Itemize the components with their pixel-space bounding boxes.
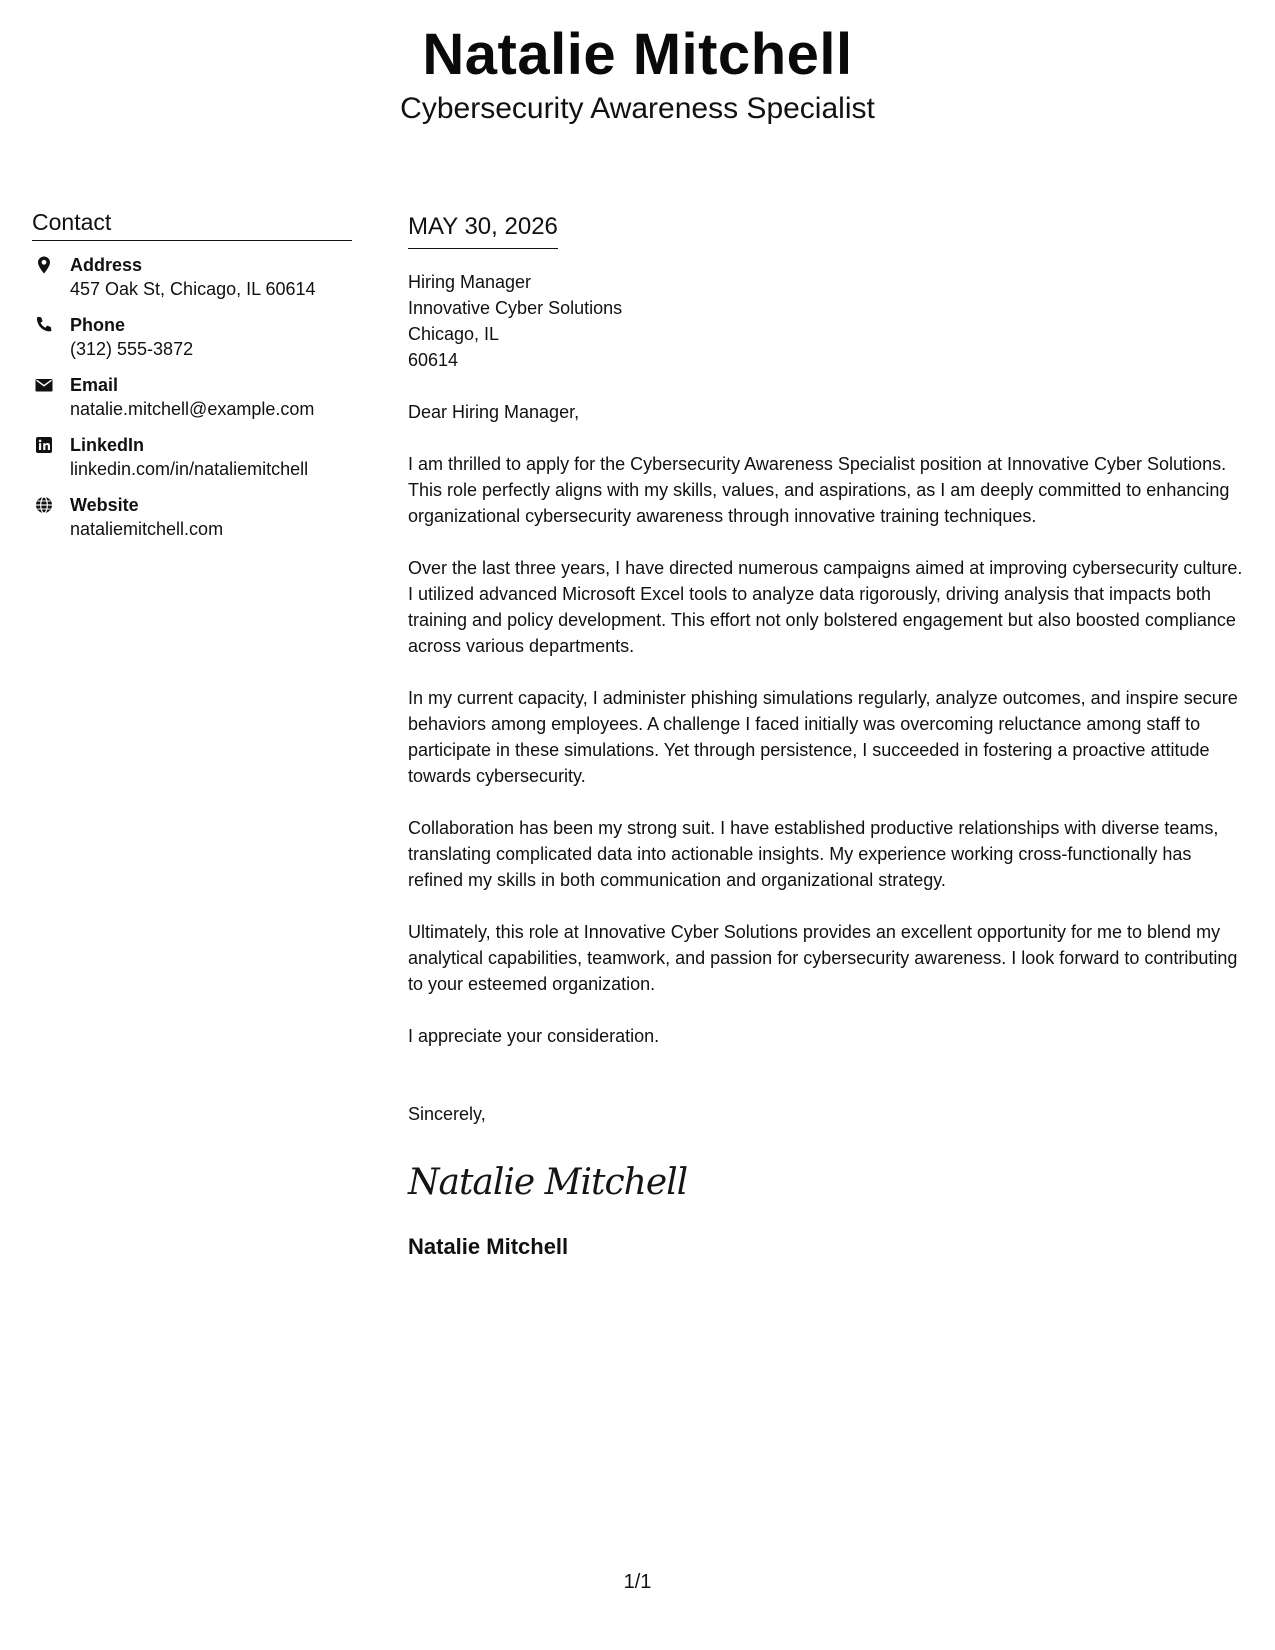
body-paragraph: I appreciate your consideration. [408,1026,660,1046]
envelope-icon [34,375,54,395]
closing: Sincerely, [408,1104,486,1124]
signed-name: Natalie Mitchell [408,1234,569,1259]
body-paragraph: Ultimately, this role at Innovative Cyber Solutions provides an excellent opportunity for me to blend my analytical capabilities, teamwork, and passion for cybersecurity awareness. I look forward to contributing to your esteemed organization. [408,922,1238,994]
contact-sidebar [32,208,352,553]
recipient-line: Innovative Cyber Solutions [408,298,623,318]
map-pin-icon [34,255,54,275]
contact-item-website [32,493,352,541]
contact-value: linkedin.com/in/nataliemitchell [70,459,309,479]
contact-label: LinkedIn [70,435,145,455]
contact-label: Website [70,495,139,515]
letter-body [408,212,1248,1261]
contact-label: Email [70,375,119,395]
body-paragraph: Collaboration has been my strong suit. I have established productive relationships with diverse teams, translating complicated data into actionable insights. My experience working cross-functionally has refined my skills in both communication and organizational strategy. [408,818,1219,890]
contact-label: Address [70,255,143,275]
phone-icon [34,315,54,335]
contact-heading: Contact [32,208,352,241]
linkedin-icon [34,435,54,455]
body-paragraph: In my current capacity, I administer phishing simulations regularly, analyze outcomes, and inspire secure behaviors among employees. A challenge I faced initially was overcoming reluctance among staff to participate in these simulations. Yet through persistence, I succeeded in fostering a proactive attitude towards cybersecurity. [408,688,1238,786]
job-title: Cybersecurity Awareness Specialist [400,92,875,125]
contact-value: natalie.mitchell@example.com [70,399,315,419]
contact-item-linkedin [32,433,352,481]
recipient-block [408,269,1248,373]
contact-value: nataliemitchell.com [70,519,224,539]
body-paragraph: I am thrilled to apply for the Cybersecurity Awareness Specialist position at Innovative Cyber Solutions. This role perfectly aligns with my skills, values, and aspirations, as I am deeply committed to enhancing organizational cybersecurity awareness through innovative training techniques. [408,454,1230,526]
greeting: Dear Hiring Manager, [408,402,580,422]
letter-header [0,20,1275,128]
page-number: 1/1 [623,1571,652,1593]
letter-date: MAY 30, 2026 [408,212,558,249]
contact-item-email [32,373,352,421]
applicant-name: Natalie Mitchell [422,22,853,87]
contact-item-phone [32,313,352,361]
globe-icon [34,495,54,515]
contact-item-address [32,253,352,301]
recipient-line: Hiring Manager [408,272,532,292]
handwritten-signature: Natalie Mitchell [408,1162,688,1203]
contact-value: (312) 555-3872 [70,339,194,359]
contact-label: Phone [70,315,126,335]
contact-value: 457 Oak St, Chicago, IL 60614 [70,279,316,299]
recipient-line: Chicago, IL [408,324,500,344]
body-paragraph: Over the last three years, I have directed numerous campaigns aimed at improving cybersecurity culture. I utilized advanced Microsoft Excel tools to analyze data rigorously, driving analysis that impacts both training and policy development. This effort not only bolstered engagement but also boosted compliance across various departments. [408,558,1243,656]
recipient-line: 60614 [408,350,459,370]
